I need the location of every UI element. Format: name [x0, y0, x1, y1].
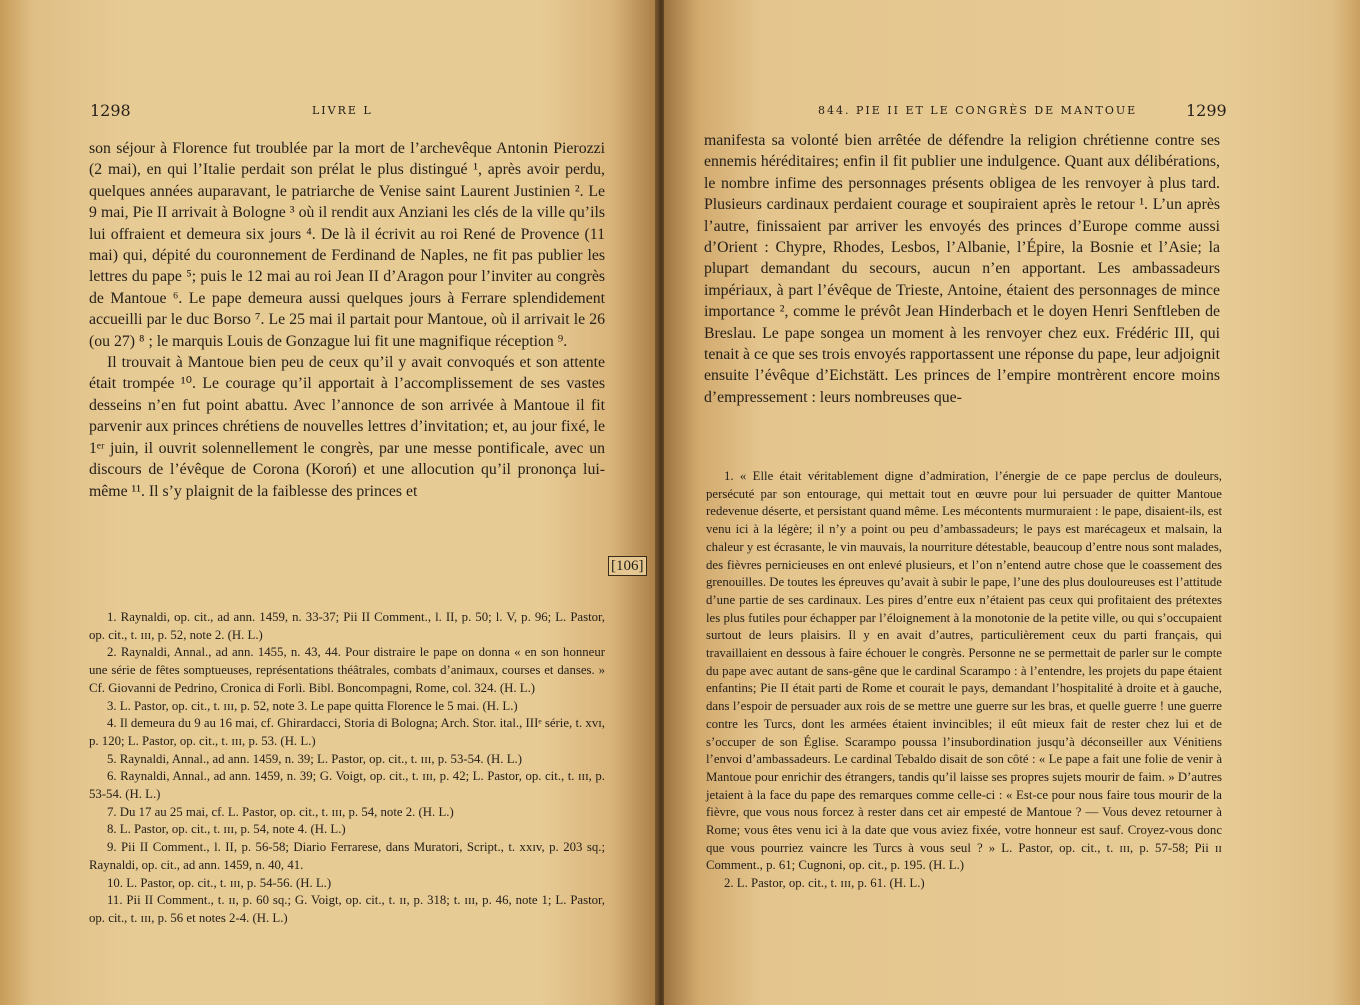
body-paragraph: manifesta sa volonté bien arrêtée de défendre la religion chrétienne contre ses ennemis héréditaires; enfin il fit publier une indulgence. Quant aux délibérations, le nombre infime des personnages présents obligea de les renvoyer à plus tard. Plusieurs cardinaux perdaient courage et soupiraient après le retour ¹. L’un après l’autre, finissaient par arriver les envoyés des princes d’Europe comme aussi d’Orient : Chypre, Rhodes, Lesbos, l’Albanie, l’Épire, la Bosnie et l’Asie; la plupart demandant du secours, aucun n’en apportant. Les ambassadeurs impériaux, à part l’évêque de Trieste, Antoine, étaient des personnages de mince importance ², comme le prévôt Jean Hinderbach et le doyen Henri Senftleben de Breslau. Le pape songea un moment à les renvoyer chez eux. Frédéric III, qui tenait à ce que ses trois envoyés rapportassent une réponse du pape, leur adjoignit ensuite l’évêque d’Eichstätt. Les princes de l’empire montrèrent encore moins d’empressement : leurs nombreuses que- — [704, 132, 1220, 406]
body-paragraph: Il trouvait à Mantoue bien peu de ceux qu’il y avait convoqués et son attente était trompée ¹⁰. Le courage qu’il apportait à l’accomplissement de ses vastes desseins n’en fut point abattu. Avec l’annonce de son arrivée à Mantoue il fit parvenir aux princes chrétiens de nouvelles lettres d’invitation; et, au jour fixé, le 1ᵉʳ juin, il ouvrit solennellement le congrès, par une messe pontificale, avec un discours de l’évêque de Corona (Koroń) et une allocution qu’il prononça lui-même ¹¹. Il s’y plaignit de la faiblesse des princes et — [89, 354, 605, 500]
main-text — [704, 130, 1220, 408]
footnote: 2. L. Pastor, op. cit., t. ɪɪɪ, p. 61. (H. L.) — [724, 876, 925, 891]
running-head: LIVRE L — [312, 104, 373, 117]
footnote: 10. L. Pastor, op. cit., t. ɪɪɪ, p. 54-56. (H. L.) — [107, 875, 332, 890]
footnote: 1. Raynaldi, op. cit., ad ann. 1459, n. 33-37; Pii II Comment., l. II, p. 50; l. V, p. 96; L. Pastor, op. cit., t. ɪɪɪ, p. 52, note 2. (H. L.) — [89, 610, 605, 642]
page-number: 1298 — [90, 101, 131, 120]
footnote: 4. Il demeura du 9 au 16 mai, cf. Ghirardacci, Storia di Bologna; Arch. Stor. ital., IIIᵉ série, t. xvɪ, p. 120; L. Pastor, op. cit., t. ɪɪɪ, p. 53. (H. L.) — [89, 716, 605, 748]
body-paragraph: son séjour à Florence fut troublée par la mort de l’archevêque Antonin Pierozzi (2 mai), en qui l’Italie perdait son prélat le plus distingué ¹, après avoir perdu, quelques années auparavant, le patriarche de Venise saint Laurent Justinien ². Le 9 mai, Pie II arrivait à Bologne ³ où il rendit aux Anziani les clés de la ville qu’ils lui offraient et demeura six jours ⁴. De là il écrivit au roi René de Provence (11 mai) qui, dépité du couronnement de Ferdinand de Naples, ne fit pas publier les lettres du pape ⁵; puis le 12 mai au roi Jean II d’Aragon pour l’inviter au congrès de Mantoue ⁶. Le pape demeura aussi quelques jours à Ferrare splendidement accueilli par le duc Borso ⁷. Le 25 mai il partait pour Mantoue, où il arrivait le 26 (ou 27) ⁸ ; le marquis Louis de Gonzague lui fit une magnifique réception ⁹. — [89, 140, 605, 350]
left-page — [0, 0, 658, 1005]
footnote: 2. Raynaldi, Annal., ad ann. 1455, n. 43, 44. Pour distraire le pape on donna « en son honneur une série de fêtes somptueuses, représentations théâtrales, combats d’animaux, courses et danses. » Cf. Giovanni de Pedrino, Cronica di Forlì. Bibl. Boncompagni, Rome, col. 324. (H. L.) — [89, 645, 605, 695]
footnotes — [89, 609, 605, 928]
margin-marker: [106] — [608, 556, 647, 576]
page-number: 1299 — [1186, 101, 1227, 120]
footnote: 5. Raynaldi, Annal., ad ann. 1459, n. 39; L. Pastor, op. cit., t. ɪɪɪ, p. 53-54. (H. L.) — [107, 751, 522, 766]
footnotes — [706, 468, 1222, 893]
running-head: 844. PIE II ET LE CONGRÈS DE MANTOUE — [818, 104, 1138, 117]
footnote: 3. L. Pastor, op. cit., t. ɪɪɪ, p. 52, note 3. Le pape quitta Florence le 5 mai. (H. L.) — [107, 698, 518, 713]
footnote: 8. L. Pastor, op. cit., t. ɪɪɪ, p. 54, note 4. (H. L.) — [107, 822, 346, 837]
footnote: 6. Raynaldi, Annal., ad ann. 1459, n. 39; G. Voigt, op. cit., t. ɪɪɪ, p. 42; L. Pastor, op. cit., t. ɪɪɪ, p. 53-54. (H. L.) — [89, 769, 605, 802]
right-page — [664, 0, 1360, 1005]
footnote: 1. « Elle était véritablement digne d’admiration, l’énergie de ce pape perclus de douleurs, persécuté par son entourage, qui mettait tout en œuvre pour lui persuader de quitter Mantoue redevenue déserte, et persistant quand même. Les mécontents murmuraient : le pape, disaient-ils, est venu ici à la légère; il n’y a point ou peu d’ambassadeurs; le pays est marécageux et malsain, la chaleur y est écrasante, le vin mauvais, la nourriture détestable, beaucoup d’entre nous sont malades, des fièvres pernicieuses en ont enlevé plusieurs, et l’on n’entend autre chose que le coassement des grenouilles. De toutes les épreuves qu’avait à subir le pape, l’une des plus douloureuses est l’attitude d’une partie de ses cardinaux. Les pires d’entre eux n’étaient pas ceux qui profitaient des prétextes les plus futiles pour échapper par l’éloignement à la monotonie de la petite ville, ou qui s’occupaient surtout de leurs plaisirs. Il y en avait d’autres, particulièrement ceux du parti français, qui travaillaient en dessous à faire échouer le congrès. Personne ne se permettait de parler sur le compte du pape avec autant de sans-gêne que le cardinal Scarampo : à l’entendre, les projets du pape étaient enfantins; Pie II était parti de Rome et courait le pays, demandant l’hospitalité à droite et à gauche, dans l’espoir de persuader aux rois de se mettre une guerre sur les bras, et quelle guerre ! une guerre contre les Turcs, dont les armées étaient invincibles; il eût mieux fait de rester chez lui et de s’occuper de son Église. Scarampo poussa l’insubordination jusqu’à déconseiller aux Vénitiens l’envoi d’ambassadeurs. Le cardinal Tebaldo disait de son côté : « Le pape a fait une folie de venir à Mantoue pour enrichir des étrangers, tandis qu’il laisse ses propres sujets mourir de faim. » D’autres jetaient à la face du pape des remarques comme celle-ci : « Est-ce pour nous faire tous mourir de la fièvre, que vous nous forcez à rester dans cet air empesté de Mantoue ? — Vous devez retourner à Rome; vous êtes venu ici à la date que vous aviez fixée, votre honneur est sauf. Croyez-vous donc que vous pourriez vaincre les Turcs à vous seul ? » L. Pastor, op. cit., t. ɪɪɪ, p. 57-58; Pii ɪɪ Comment., p. 61; Cugnoni, op. cit., p. 195. (H. L.) — [706, 469, 1222, 873]
footnote: 9. Pii II Comment., l. II, p. 56-58; Diario Ferrarese, dans Muratori, Script., t. xxɪv, p. 203 sq.; Raynaldi, op. cit., ad ann. 1459, n. 40, 41. — [89, 840, 605, 872]
main-text — [89, 138, 605, 502]
footnote: 7. Du 17 au 25 mai, cf. L. Pastor, op. cit., t. ɪɪɪ, p. 54, note 2. (H. L.) — [107, 804, 454, 819]
footnote: 11. Pii II Comment., t. ɪɪ, p. 60 sq.; G. Voigt, op. cit., t. ɪɪ, p. 318; t. ɪɪɪ, p. 46, note 1; L. Pastor, op. cit., t. ɪɪɪ, p. 56 et notes 2-4. (H. L.) — [89, 893, 605, 925]
